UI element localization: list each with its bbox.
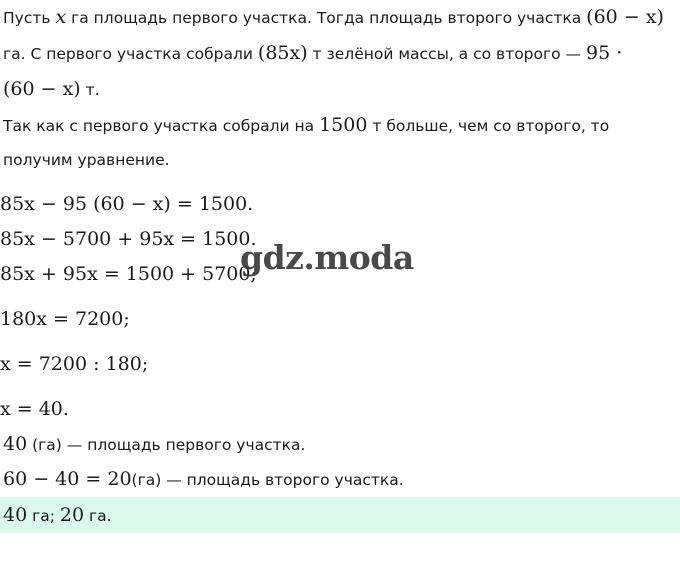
math-expr: 95 · [585,42,623,64]
equation-6: x = 40. [0,398,69,420]
math-num: 1500 [319,114,368,136]
text: га площадь первого участка. Тогда площадь второго участка [66,9,587,27]
text: га; [27,507,60,525]
equation-1: 85x − 95 (60 − x) = 1500. [0,193,254,215]
answer-line [3,504,112,526]
text: Так как с первого участка собрали на [3,117,320,135]
result-line-1 [3,433,305,455]
para-line-2 [3,151,170,169]
math-num: 40 [3,433,28,455]
text: т больше, чем со второго, то [367,117,610,135]
text: (га) — площадь первого участка. [27,436,306,454]
intro-line-2 [3,42,622,64]
equation-5: x = 7200 : 180; [0,353,149,375]
watermark-logo: gdz.moda [240,238,414,277]
result-line-2 [3,468,404,490]
math-num: 20 [59,504,85,526]
para-line-1 [3,114,609,136]
math-expr: (60 − x) [586,6,664,28]
text: т. [80,81,100,99]
intro-line-3 [3,78,100,100]
math-expr: (60 − x) [3,78,81,100]
text: т зелёной массы, а со второго — [307,45,586,63]
math-num: 40 [3,504,28,526]
intro-line-1 [3,6,664,28]
text: (га) — площадь второго участка. [131,471,404,489]
math-expr: 60 − 40 = 20 [3,468,132,490]
text: га. С первого участка собрали [3,45,258,63]
equation-4: 180x = 7200; [0,308,130,330]
math-expr: (85x) [257,42,308,64]
equation-3: 85x + 95x = 1500 + 5700; [0,263,257,285]
text: получим уравнение. [3,151,170,169]
math-var: x [55,6,67,28]
text: га. [84,507,112,525]
text: Пусть [3,9,56,27]
equation-2: 85x − 5700 + 95x = 1500. [0,228,257,250]
